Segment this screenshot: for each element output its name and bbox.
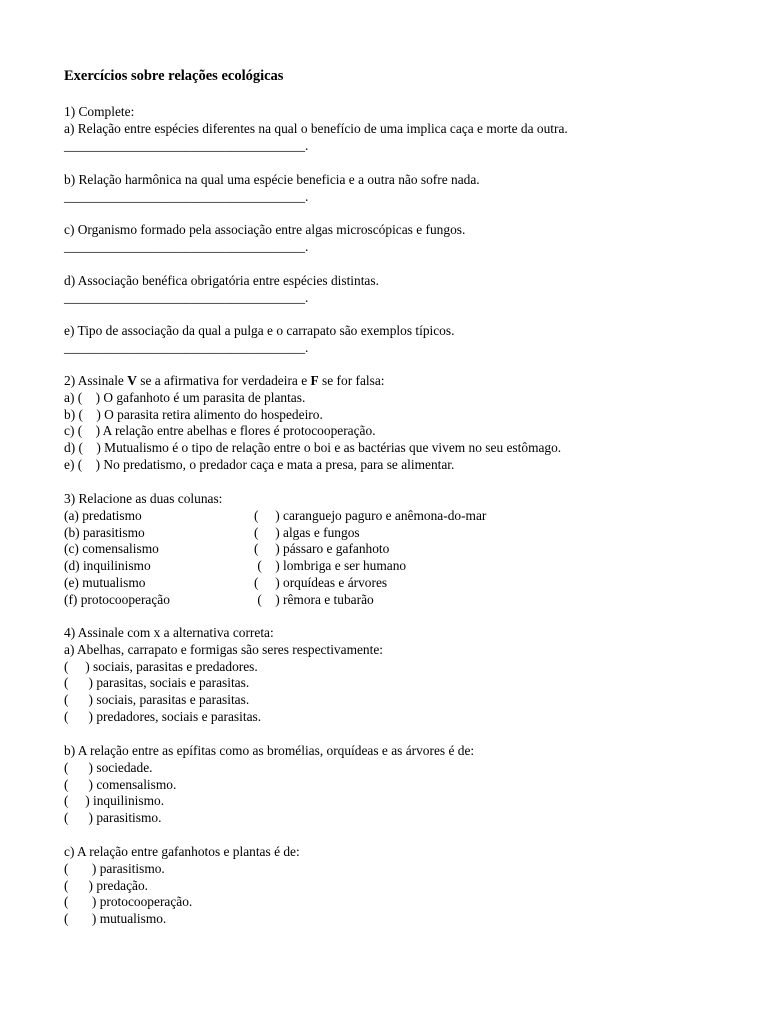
question-1-heading: 1) Complete: [64, 104, 135, 119]
question-1a-blank: ____________________________________. [64, 137, 309, 153]
option-item: ( ) sociais, parasitas e parasitas. [64, 692, 250, 708]
right-column-item: ( ) lombriga e ser humano [254, 558, 407, 574]
option-item: ( ) protocooperação. [64, 894, 193, 910]
question-4c-text: c) A relação entre gafanhotos e plantas é de: [64, 844, 300, 859]
question-1e-text: e) Tipo de associação da qual a pulga e o carrapato são exemplos típicos. [64, 323, 455, 338]
document-title [64, 68, 744, 85]
option-item: ( ) comensalismo. [64, 776, 177, 792]
right-column-item: ( ) orquídeas e árvores [254, 574, 388, 590]
right-column-item: ( ) caranguejo paguro e anêmona-do-mar [254, 507, 487, 523]
option-item: ( ) predação. [64, 877, 149, 893]
q2-heading-part: 2) Assinale [64, 373, 128, 388]
option-item: ( ) sociais, parasitas e predadores. [64, 658, 258, 674]
question-4c [64, 844, 744, 928]
question-1b-blank: ____________________________________. [64, 188, 309, 204]
option-item: ( ) parasitas, sociais e parasitas. [64, 675, 250, 691]
question-2b: b) ( ) O parasita retira alimento do hospedeiro. [64, 406, 323, 422]
q2-heading-f: F [310, 373, 319, 388]
question-2a: a) ( ) O gafanhoto é um parasita de plantas. [64, 389, 306, 405]
option-item: ( ) parasitismo. [64, 810, 162, 826]
question-1 [64, 104, 744, 154]
option-item: ( ) parasitismo. [64, 860, 165, 876]
question-2 [64, 373, 744, 474]
question-1b-text: b) Relação harmônica na qual uma espécie beneficia e a outra não sofre nada. [64, 172, 480, 187]
matching-row [64, 592, 744, 609]
question-2d: d) ( ) Mutualismo é o tipo de relação entre o boi e as bactérias que vivem no seu estômago. [64, 440, 562, 456]
question-1d-blank: ____________________________________. [64, 289, 309, 305]
question-2e: e) ( ) No predatismo, o predador caça e mata a presa, para se alimentar. [64, 456, 455, 472]
question-3-heading: 3) Relacione as duas colunas: [64, 491, 223, 506]
question-2-heading [64, 373, 744, 390]
matching-row [64, 525, 744, 542]
question-1e [64, 323, 744, 357]
question-4b-text: b) A relação entre as epífitas como as bromélias, orquídeas e as árvores é de: [64, 743, 475, 758]
matching-row [64, 508, 744, 525]
right-column-item: ( ) pássaro e gafanhoto [254, 541, 390, 557]
left-column-item: (a) predatismo [64, 507, 142, 523]
question-1a-text: a) Relação entre espécies diferentes na qual o benefício de uma implica caça e morte da outra. [64, 120, 568, 136]
question-1c-text: c) Organismo formado pela associação entre algas microscópicas e fungos. [64, 222, 466, 237]
left-column-item: (e) mutualismo [64, 574, 146, 590]
question-4a-text: a) Abelhas, carrapato e formigas são seres respectivamente: [64, 641, 384, 657]
page-title: Exercícios sobre relações ecológicas [64, 68, 284, 84]
question-4 [64, 625, 744, 726]
question-1b [64, 172, 744, 206]
left-column-item: (b) parasitismo [64, 524, 145, 540]
option-item: ( ) sociedade. [64, 759, 153, 775]
option-item: ( ) inquilinismo. [64, 793, 165, 809]
q2-heading-v: V [127, 373, 137, 388]
question-1d [64, 273, 744, 307]
question-1c [64, 222, 744, 256]
question-4b [64, 743, 744, 827]
left-column-item: (d) inquilinismo [64, 558, 151, 574]
option-item: ( ) predadores, sociais e parasitas. [64, 708, 262, 724]
matching-row [64, 558, 744, 575]
q2-heading-part: se a afirmativa for verdadeira e [136, 373, 311, 388]
matching-row [64, 541, 744, 558]
matching-row [64, 575, 744, 592]
question-1c-blank: ____________________________________. [64, 238, 309, 254]
question-2c: c) ( ) A relação entre abelhas e flores é protocooperação. [64, 423, 376, 439]
option-item: ( ) mutualismo. [64, 911, 167, 927]
left-column-item: (c) comensalismo [64, 541, 159, 557]
q2-heading-part: se for falsa: [318, 373, 385, 388]
question-1d-text: d) Associação benéfica obrigatória entre espécies distintas. [64, 273, 379, 288]
right-column-item: ( ) algas e fungos [254, 524, 360, 540]
right-column-item: ( ) rêmora e tubarão [254, 591, 374, 607]
question-3 [64, 491, 744, 609]
question-1e-blank: ____________________________________. [64, 339, 309, 355]
question-4-heading: 4) Assinale com x a alternativa correta: [64, 625, 274, 640]
left-column-item: (f) protocooperação [64, 591, 170, 607]
